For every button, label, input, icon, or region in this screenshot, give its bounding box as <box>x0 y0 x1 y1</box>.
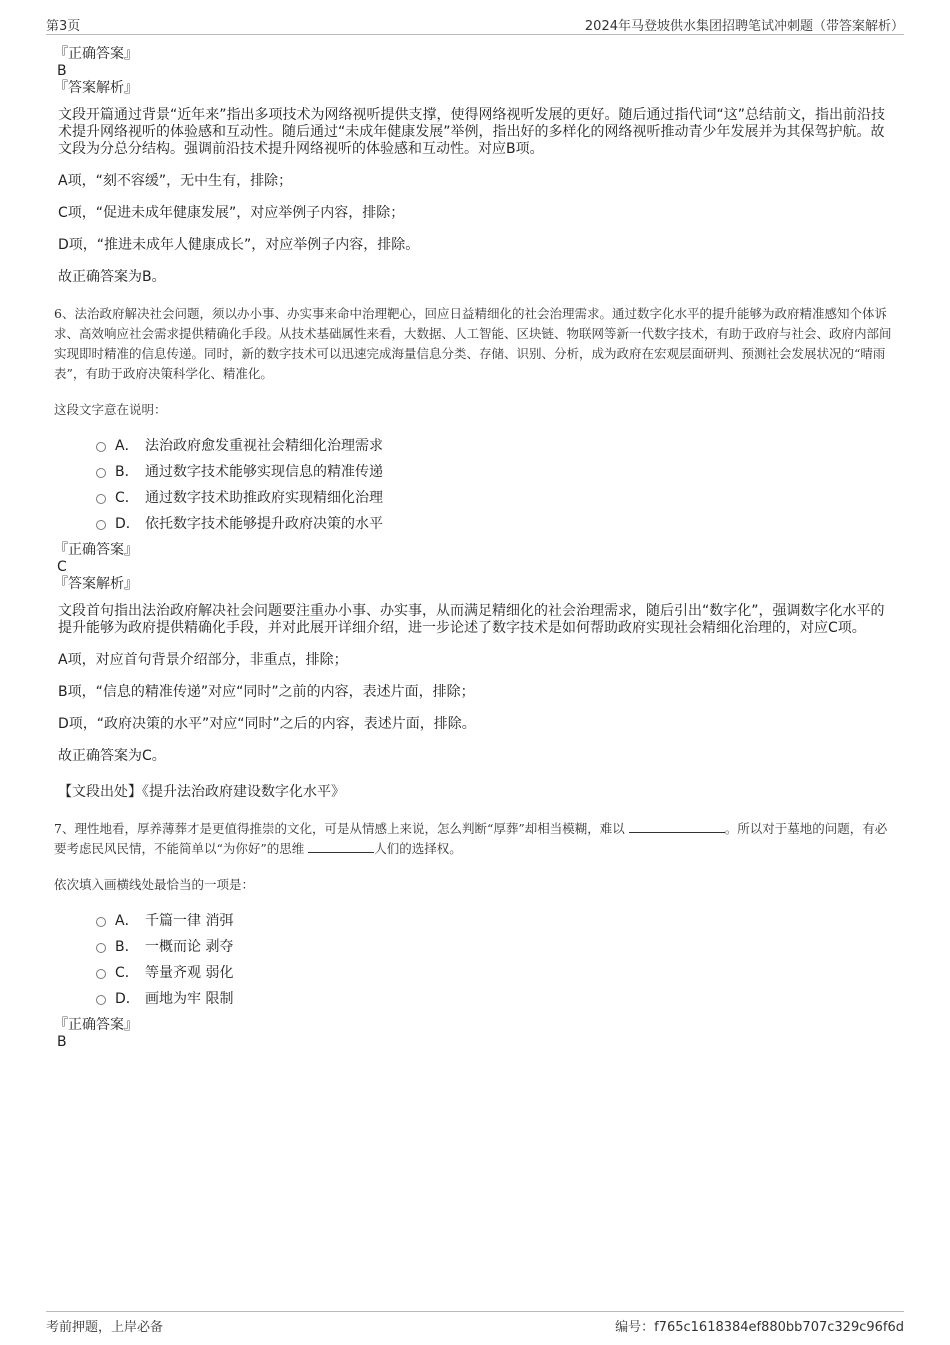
option-text: 法治政府愈发重视社会精细化治理需求 <box>145 438 383 454</box>
stem-part: 。所以对于墓地的问题，有必要考虑民风民情，不能简单以“为你好”的思维 <box>54 821 888 856</box>
source-title: 《提升法治政府建设数字化水平》 <box>142 784 345 800</box>
document-code: 编号：f765c1618384ef880bb707c329c96f6d <box>615 1320 904 1335</box>
analysis-paragraph: 文段开篇通过背景“近年来”指出多项技术为网络视听提供支撑，使得网络视听发展的更好。随后通过指代词“这”总结前文，指出前沿技术提升网络视听的体验感和互动性。随后通过“未成年健康发展”举例，指出好的多样化的网络视听推动青少年发展并为其保驾护航。故文段为分总分结构。强调前沿技术提升网络视听的体验感和互动性。对应B项。 <box>58 107 886 157</box>
option-text: 等量齐观 弱化 <box>145 965 234 981</box>
analysis-paragraph: A项，对应首句背景介绍部分，非重点，排除； <box>58 652 348 668</box>
radio-button-icon[interactable] <box>96 995 106 1005</box>
option-d[interactable] <box>96 985 894 1011</box>
option-d[interactable] <box>96 510 894 536</box>
radio-button-icon[interactable] <box>96 520 106 530</box>
stem-part: 7、理性地看，厚养薄葬才是更值得推崇的文化，可是从情感上来说，怎么判断“厚葬”却相当模糊，难以 <box>54 821 625 836</box>
option-text: 依托数字技术能够提升政府决策的水平 <box>145 516 383 532</box>
analysis-paragraph: 文段首句指出法治政府解决社会问题要注重办小事、办实事，从而满足精细化的社会治理需求，随后引出“数字化”，强调数字化水平的提升能够为政府提供精确化手段，并对此展开详细介绍，进一步论述了数字技术是如何帮助政府实现社会精细化治理的，对应C项。 <box>58 603 885 636</box>
analysis-paragraph: A项，“刻不容缓”，无中生有，排除； <box>58 173 293 189</box>
option-c[interactable] <box>96 959 894 985</box>
option-letter: A． <box>115 913 139 929</box>
option-a[interactable] <box>96 432 894 458</box>
analysis-paragraph: D项，“推进未成年人健康成长”，对应举例子内容，排除。 <box>58 237 420 253</box>
q7-answer-section <box>54 1017 894 1051</box>
page-footer <box>46 1311 904 1336</box>
option-text: 千篇一律 消弭 <box>145 913 234 929</box>
answer-label: 『正确答案』 <box>54 1017 138 1033</box>
option-c[interactable] <box>96 484 894 510</box>
fill-blank-1 <box>629 820 725 833</box>
answer-value: B <box>57 63 67 79</box>
source-label: 【文段出处】 <box>58 784 142 800</box>
analysis-label: 『答案解析』 <box>54 576 138 592</box>
answer-value: B <box>57 1034 67 1050</box>
option-list <box>96 907 894 1011</box>
option-text: 一概而论 剥夺 <box>145 939 234 955</box>
analysis-paragraph: 故正确答案为C。 <box>58 748 166 764</box>
footer-slogan: 考前押题，上岸必备 <box>46 1320 164 1335</box>
fill-blank-2 <box>308 840 374 853</box>
option-letter: C． <box>115 490 139 506</box>
analysis-paragraph: C项，“促进未成年健康发展”，对应举例子内容，排除； <box>58 205 405 221</box>
analysis-paragraph: D项，“政府决策的水平”对应“同时”之后的内容，表述片面，排除。 <box>58 716 476 732</box>
option-letter: D． <box>115 991 140 1007</box>
option-letter: B． <box>115 939 139 955</box>
q6-answer-section <box>54 542 894 593</box>
page-number: 第3页 <box>46 19 81 34</box>
question-prompt: 这段文字意在说明： <box>54 402 167 417</box>
analysis-label: 『答案解析』 <box>54 80 138 96</box>
radio-button-icon[interactable] <box>96 442 106 452</box>
question-stem: 6、法治政府解决社会问题，须以办小事、办实事来命中治理靶心，回应日益精细化的社会治理需求。通过数字化水平的提升能够为政府精准感知个体诉求、高效响应社会需求提供精确化手段。从技术基础属性来看，大数据、人工智能、区块链、物联网等新一代数字技术，有助于政府与社会、政府内部间实现即时精准的信息传递。同时，新的数字技术可以迅速完成海量信息分类、存储、识别、分析，成为政府在宏观层面研判、预测社会发展状况的“晴雨表”，有助于政府决策科学化、精准化。 <box>54 306 892 381</box>
answer-label: 『正确答案』 <box>54 542 138 558</box>
option-text: 通过数字技术能够实现信息的精准传递 <box>145 464 383 480</box>
option-text: 通过数字技术助推政府实现精细化治理 <box>145 490 383 506</box>
radio-button-icon[interactable] <box>96 917 106 927</box>
option-letter: A． <box>115 438 139 454</box>
option-letter: B． <box>115 464 139 480</box>
option-letter: C． <box>115 965 139 981</box>
option-b[interactable] <box>96 933 894 959</box>
radio-button-icon[interactable] <box>96 494 106 504</box>
question-stem <box>54 819 894 859</box>
option-b[interactable] <box>96 458 894 484</box>
page-header <box>46 14 904 35</box>
document-title: 2024年马登坡供水集团招聘笔试冲刺题（带答案解析） <box>584 19 904 34</box>
analysis-paragraph: B项，“信息的精准传递”对应“同时”之前的内容，表述片面，排除； <box>58 684 475 700</box>
answer-value: C <box>57 559 67 575</box>
option-letter: D． <box>115 516 140 532</box>
text-source <box>58 781 894 801</box>
option-text: 画地为牢 限制 <box>145 991 234 1007</box>
option-list <box>96 432 894 536</box>
analysis-paragraph: 故正确答案为B。 <box>58 269 166 285</box>
question-prompt: 依次填入画横线处最恰当的一项是： <box>54 877 255 892</box>
radio-button-icon[interactable] <box>96 943 106 953</box>
answer-label: 『正确答案』 <box>54 46 138 62</box>
stem-part: 人们的选择权。 <box>374 841 462 856</box>
q5-answer-section <box>54 46 894 97</box>
radio-button-icon[interactable] <box>96 468 106 478</box>
page-content <box>54 46 894 1051</box>
option-a[interactable] <box>96 907 894 933</box>
radio-button-icon[interactable] <box>96 969 106 979</box>
